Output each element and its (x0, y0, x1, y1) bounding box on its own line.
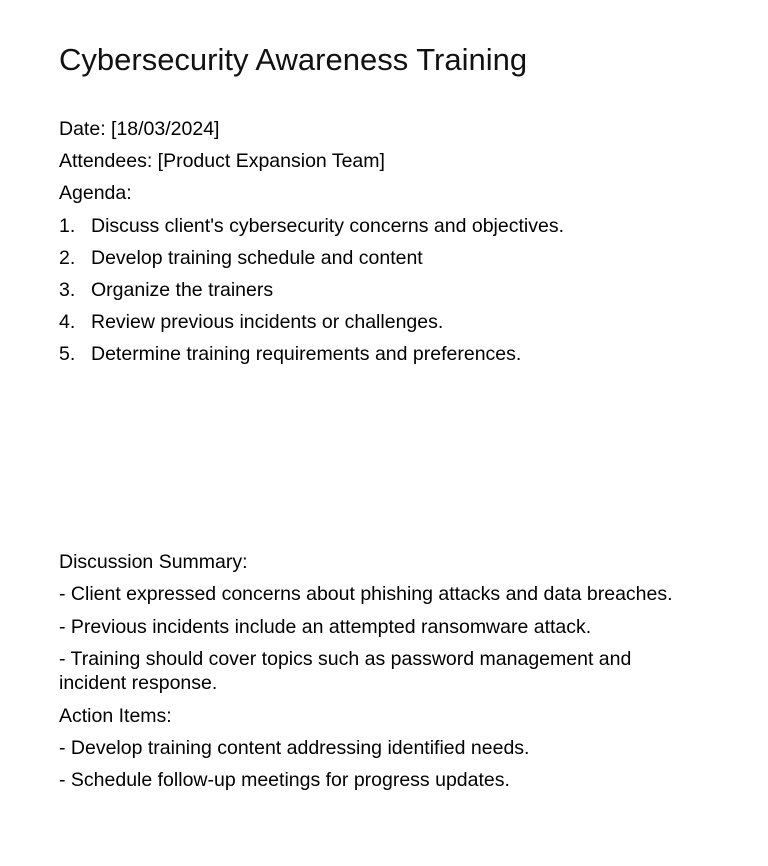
agenda-item (59, 214, 564, 238)
agenda-item-text: Discuss client's cybersecurity concerns and objectives. (91, 215, 564, 237)
agenda-item-text: Review previous incidents or challenges. (91, 311, 444, 333)
agenda-item-number: 3. (59, 279, 76, 301)
discussion-item: - Training should cover topics such as password management and incident response. (59, 648, 632, 694)
agenda-item (59, 310, 443, 334)
meeting-attendees: Attendees: [Product Expansion Team] (59, 150, 385, 172)
agenda-item (59, 246, 423, 270)
discussion-item: - Previous incidents include an attempted ransomware attack. (59, 616, 592, 638)
discussion-heading: Discussion Summary: (59, 551, 248, 573)
agenda-item-number: 4. (59, 311, 76, 333)
action-items-heading: Action Items: (59, 705, 172, 727)
action-item: - Develop training content addressing identified needs. (59, 737, 530, 759)
agenda-heading: Agenda: (59, 182, 132, 204)
agenda-item-number: 2. (59, 247, 76, 269)
meeting-date: Date: [18/03/2024] (59, 118, 220, 140)
agenda-item-number: 5. (59, 343, 76, 365)
agenda-item-text: Determine training requirements and preferences. (91, 343, 522, 365)
agenda-item-number: 1. (59, 215, 76, 237)
action-item: - Schedule follow-up meetings for progress updates. (59, 769, 510, 791)
discussion-item: - Client expressed concerns about phishing attacks and data breaches. (59, 583, 673, 605)
agenda-item-text: Develop training schedule and content (91, 247, 423, 269)
agenda-item (59, 278, 273, 302)
agenda-item (59, 342, 521, 366)
agenda-item-text: Organize the trainers (91, 279, 274, 301)
document-title: Cybersecurity Awareness Training (59, 42, 528, 77)
